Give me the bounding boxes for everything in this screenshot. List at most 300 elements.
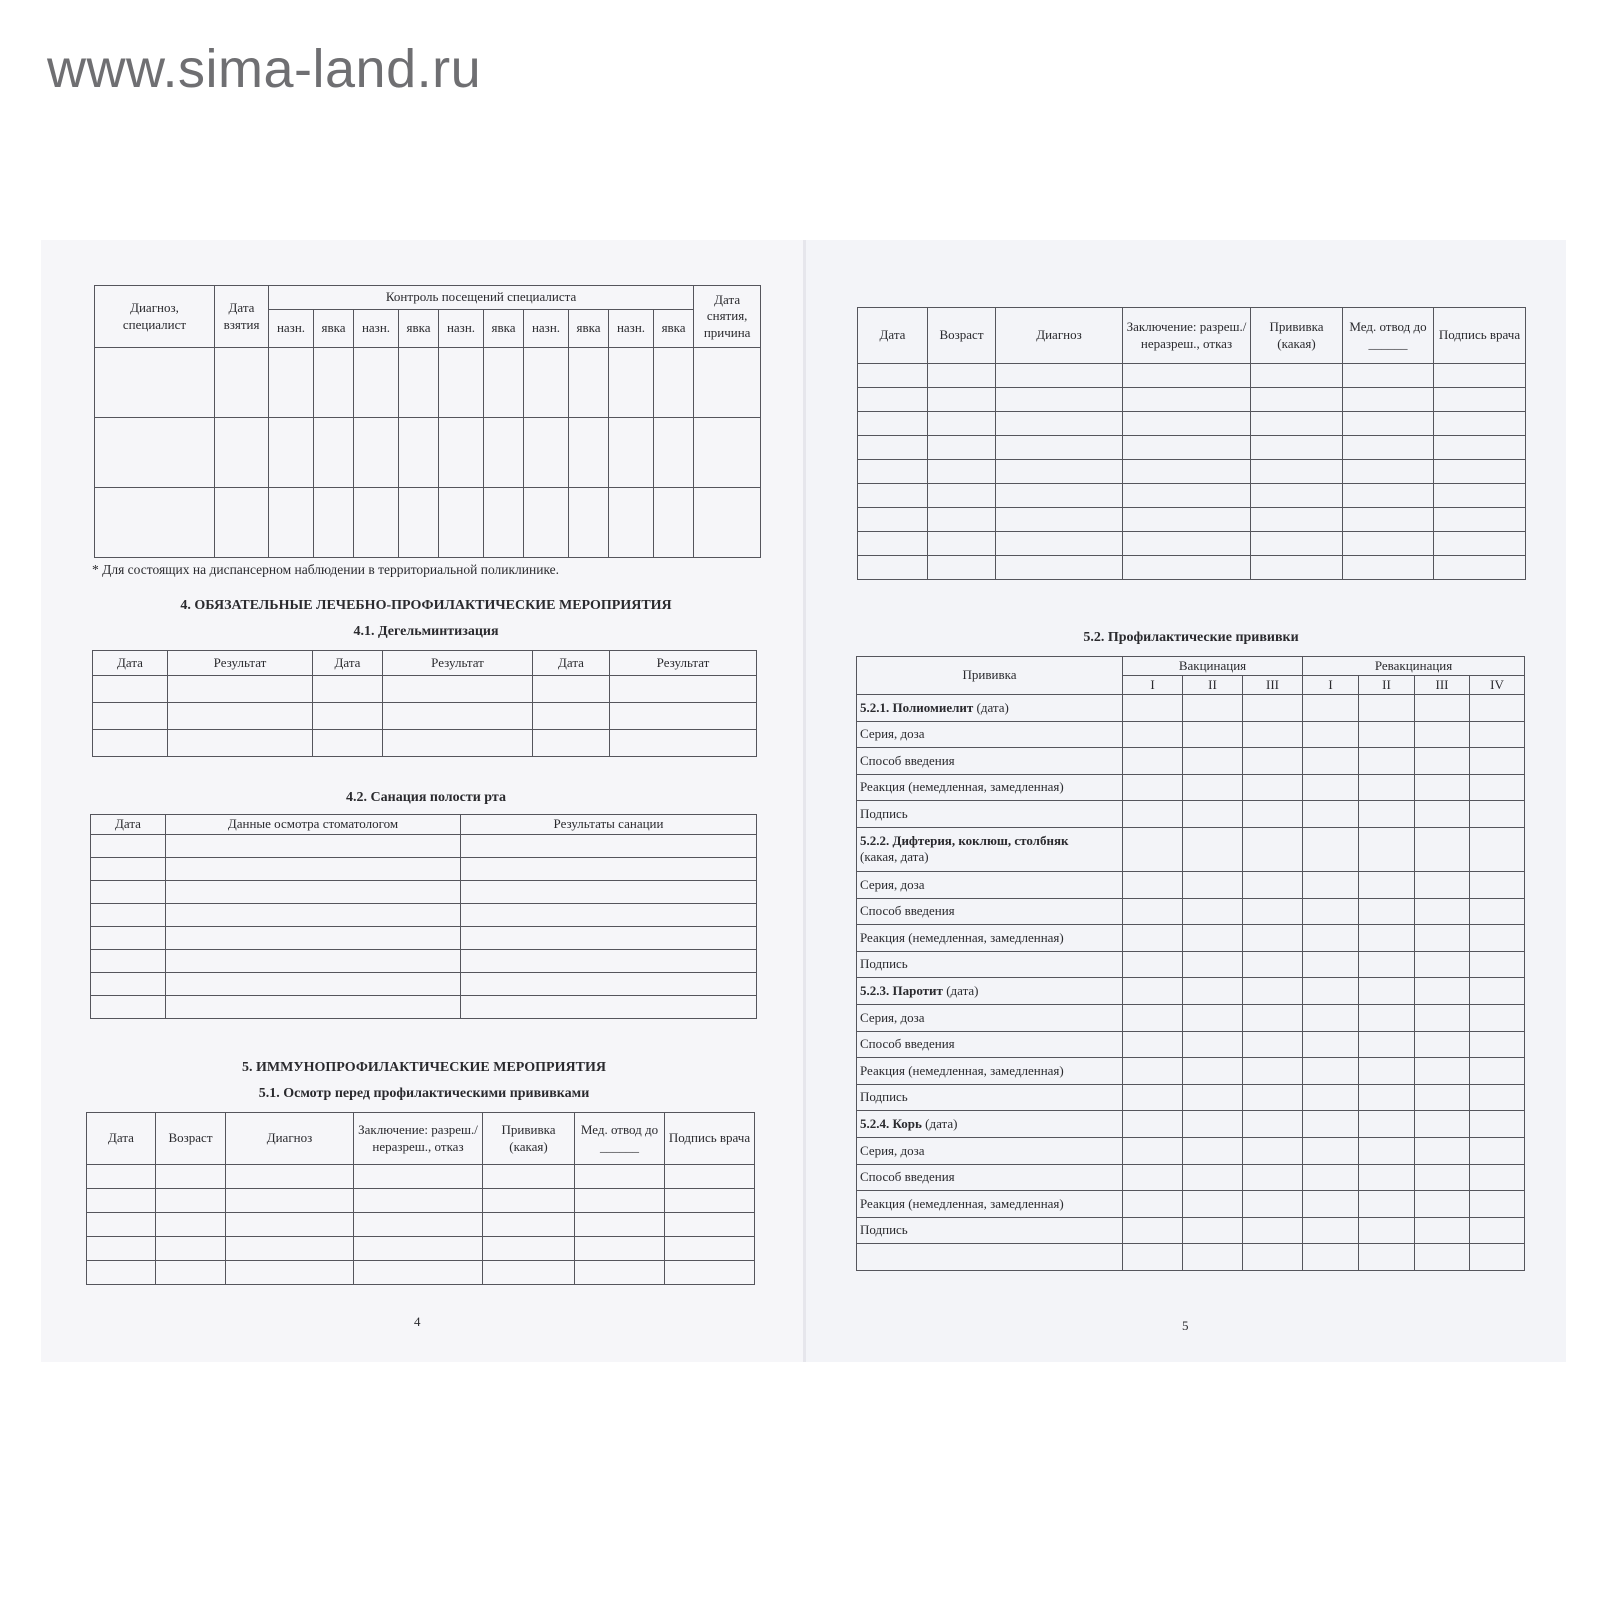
vaccination-cell [1470,827,1525,871]
stage-header: III [1243,676,1303,695]
vaccination-cell [1359,871,1415,898]
vaccine-name: 5.2.4. Корь [860,1115,922,1131]
vaccination-row-label [857,721,1123,748]
table-row [95,488,761,558]
vaccination-cell [1359,721,1415,748]
date-header: Дата [91,815,166,835]
vaccination-row [857,925,1525,952]
vaccination-cell [1359,1164,1415,1191]
vaccination-row-label [857,827,1123,871]
vaccination-cell [1303,774,1359,801]
page-fold [803,240,806,1362]
date-header: Дата [858,308,928,364]
table-row [93,676,757,703]
vaccination-cell [1243,695,1303,722]
vaccination-cell [1470,801,1525,828]
row-text: Реакция (немедленная, замедленная) [860,779,1064,795]
oral-sanation-table [90,814,757,1019]
vaccination-cell [1303,721,1359,748]
vaccination-cell [1303,1111,1359,1138]
vaccination-cell [1303,1244,1359,1271]
vaccination-cell [1303,1191,1359,1218]
dentist-exam-header: Данные осмотра стоматологом [166,815,461,835]
row-text: Подпись [860,1089,908,1105]
vaccination-row-label [857,1137,1123,1164]
stage-header: II [1183,676,1243,695]
vaccination-cell [1415,1191,1470,1218]
row-text: Способ введения [860,1169,955,1185]
vaccination-cell [1183,951,1243,978]
vaccination-cell [1470,1084,1525,1111]
table-row [93,730,757,757]
vaccination-cell [1303,827,1359,871]
vaccination-cell [1183,774,1243,801]
vaccination-row-label [857,1164,1123,1191]
vaccination-row-label [857,898,1123,925]
vaccination-cell [1415,827,1470,871]
vaccination-cell [1415,1137,1470,1164]
vaccination-cell [1303,1031,1359,1058]
date-header: Дата [313,651,383,676]
vaccination-cell [1359,1058,1415,1085]
vaccination-cell [1470,1137,1525,1164]
vaccination-cell [1123,898,1183,925]
removal-date-header: Дата снятия, причина [694,286,761,348]
vaccination-cell [1243,1111,1303,1138]
vaccination-row [857,1031,1525,1058]
vaccination-cell [1359,1111,1415,1138]
medical-exemption-header: Мед. отвод до ______ [575,1113,665,1165]
vaccination-cell [1359,978,1415,1005]
stage-header: I [1303,676,1359,695]
vaccination-cell [1359,1244,1415,1271]
vaccination-row [857,774,1525,801]
vaccination-cell [1243,1217,1303,1244]
vaccination-cell [1303,951,1359,978]
vaccination-cell [1415,925,1470,952]
date-header: Дата [533,651,610,676]
vaccination-cell [1359,1031,1415,1058]
row-text: (дата) [973,699,1009,715]
table-row [91,950,757,973]
vaccination-cell [1415,801,1470,828]
vaccination-cell [1183,827,1243,871]
vaccination-cell [1123,1031,1183,1058]
vaccine-column-header: Прививка [857,657,1123,695]
vaccination-cell [1470,871,1525,898]
vaccination-cell [1470,951,1525,978]
vaccination-row [857,1111,1525,1138]
vaccination-cell [1415,978,1470,1005]
vaccination-cell [1303,801,1359,828]
vaccination-cell [1243,774,1303,801]
vaccination-cell [1183,1137,1243,1164]
vaccination-cell [1123,951,1183,978]
vaccination-row-label [857,774,1123,801]
date-header: Дата [93,651,168,676]
vaccination-row [857,695,1525,722]
vaccination-cell [1243,898,1303,925]
stage-header: I [1123,676,1183,695]
vaccination-cell [1303,695,1359,722]
vaccination-cell [1183,1058,1243,1085]
table-row [858,532,1526,556]
table-row [87,1165,755,1189]
table-row [91,973,757,996]
vaccination-row [857,1004,1525,1031]
section-5-1-title: 5.1. Осмотр перед профилактическими прививками [258,1086,590,1101]
doctor-signature-header: Подпись врача [1434,308,1526,364]
vaccination-cell [1183,1191,1243,1218]
vaccination-cell [1359,748,1415,775]
row-text: Подпись [860,956,908,972]
vaccination-cell [1183,1084,1243,1111]
vaccination-cell [1123,695,1183,722]
row-text: Подпись [860,1222,908,1238]
vaccination-cell [1359,1191,1415,1218]
pre-vaccination-exam-table [86,1112,755,1285]
vaccination-cell [1470,1217,1525,1244]
table-row [91,835,757,858]
result-header: Результат [168,651,313,676]
row-text: Способ введения [860,752,955,768]
vaccination-cell [1415,1111,1470,1138]
stage-header: III [1415,676,1470,695]
row-text: Подпись [860,806,908,822]
section-5-title: 5. ИММУНОПРОФИЛАКТИЧЕСКИЕ МЕРОПРИЯТИЯ [242,1060,606,1075]
vaccination-cell [1243,925,1303,952]
vaccination-cell [1303,1004,1359,1031]
vaccination-cell [1303,1217,1359,1244]
table-row [858,388,1526,412]
vaccination-row [857,1058,1525,1085]
vaccination-row-label [857,1217,1123,1244]
vaccination-cell [1183,1004,1243,1031]
row-text: Реакция (немедленная, замедленная) [860,1062,1064,1078]
vaccination-cell [1243,978,1303,1005]
table-row [91,904,757,927]
stage-header: IV [1470,676,1525,695]
row-text: Серия, доза [860,1009,925,1025]
vaccination-cell [1303,1137,1359,1164]
vaccination-cell [1359,1137,1415,1164]
row-text: Способ введения [860,903,955,919]
vaccination-cell [1243,748,1303,775]
table-row [858,364,1526,388]
vaccination-row-label [857,978,1123,1005]
vaccination-cell [1183,925,1243,952]
row-text: (дата) [942,983,979,999]
vaccination-row-label [857,1004,1123,1031]
vaccination-cell [1123,1084,1183,1111]
vaccine-name: 5.2.3. Паротит [860,983,943,999]
vaccination-cell [1359,1217,1415,1244]
vaccination-cell [1303,1058,1359,1085]
vaccination-cell [1415,871,1470,898]
attendance-header: явка [569,310,609,348]
vaccination-cell [1470,721,1525,748]
vaccination-cell [1303,978,1359,1005]
vaccination-cell [1123,774,1183,801]
page-number-left: 4 [414,1314,421,1329]
vaccination-row [857,1137,1525,1164]
vaccination-cell [1470,1031,1525,1058]
vaccination-row-label [857,951,1123,978]
row-text: Серия, доза [860,1142,925,1158]
date-taken-header: Дата взятия [215,286,269,348]
vaccination-row [857,951,1525,978]
date-header: Дата [87,1113,156,1165]
specialist-control-table [94,285,761,558]
vaccination-cell [1470,898,1525,925]
result-header: Результат [383,651,533,676]
medical-exemption-header: Мед. отвод до ______ [1343,308,1434,364]
visit-control-header: Контроль посещений специалиста [269,286,694,310]
vaccination-cell [1123,748,1183,775]
vaccination-cell [1359,774,1415,801]
vaccination-cell [1415,695,1470,722]
vaccination-cell [1359,695,1415,722]
diagnosis-header: Диагноз [226,1113,354,1165]
vaccination-cell [1243,1058,1303,1085]
vaccination-cell [1123,871,1183,898]
vaccination-row [857,721,1525,748]
row-text: (дата) [921,1115,958,1131]
vaccination-cell [1123,827,1183,871]
vaccination-row [857,978,1525,1005]
vaccination-cell [1123,1137,1183,1164]
vaccination-cell [1303,1084,1359,1111]
site-watermark: www.sima-land.ru [47,39,482,99]
table-row [95,418,761,488]
row-text: Способ введения [860,1036,955,1052]
vaccination-cell [1243,721,1303,748]
vaccination-cell [1123,1191,1183,1218]
vaccination-cell [1183,1164,1243,1191]
vaccination-row-label [857,695,1123,722]
table-row [87,1261,755,1285]
doctor-signature-header: Подпись врача [665,1113,755,1165]
vaccination-row-label [857,925,1123,952]
vaccination-cell [1303,1164,1359,1191]
vaccination-cell [1123,1244,1183,1271]
vaccination-cell [1183,721,1243,748]
vaccination-cell [1183,978,1243,1005]
vaccination-cell [1123,1164,1183,1191]
vaccination-cell [1359,1084,1415,1111]
section-4-title: 4. ОБЯЗАТЕЛЬНЫЕ ЛЕЧЕБНО-ПРОФИЛАКТИЧЕСКИЕ МЕРОПРИЯТИЯ [180,598,672,613]
vaccination-row [857,801,1525,828]
vaccination-row-label [857,1244,1123,1271]
table-row [87,1189,755,1213]
vaccination-cell [1415,721,1470,748]
vaccine-header: Прививка (какая) [483,1113,575,1165]
vaccination-cell [1415,951,1470,978]
table-row [91,858,757,881]
section-5-2-title: 5.2. Профилактические прививки [1083,630,1299,645]
vaccine-name: 5.2.2. Дифтерия, коклюш, столбняк [860,833,1069,849]
vaccination-row [857,1191,1525,1218]
stage-header: II [1359,676,1415,695]
vaccination-cell [1415,1217,1470,1244]
vaccination-cell [1415,1084,1470,1111]
vaccination-cell [1415,898,1470,925]
vaccination-cell [1243,1031,1303,1058]
table-row [91,996,757,1019]
vaccination-cell [1243,951,1303,978]
vaccination-header: Вакцинация [1123,657,1303,676]
vaccination-cell [1243,1004,1303,1031]
vaccination-cell [1359,1004,1415,1031]
vaccination-cell [1183,1244,1243,1271]
vaccination-cell [1243,1191,1303,1218]
row-text: (какая, дата) [860,849,929,865]
vaccination-cell [1415,1058,1470,1085]
vaccination-cell [1243,1137,1303,1164]
table-row [858,484,1526,508]
vaccination-cell [1123,925,1183,952]
vaccination-cell [1359,801,1415,828]
vaccination-cell [1359,951,1415,978]
conclusion-header: Заключение: разреш./неразреш., отказ [354,1113,483,1165]
table-row [858,508,1526,532]
vaccination-cell [1243,871,1303,898]
vaccination-row [857,827,1525,871]
vaccine-header: Прививка (какая) [1251,308,1343,364]
section-4-1-title: 4.1. Дегельминтизация [353,624,499,639]
row-text: Серия, доза [860,876,925,892]
vaccination-cell [1415,1031,1470,1058]
row-text: Серия, доза [860,726,925,742]
vaccination-row [857,748,1525,775]
vaccination-cell [1470,925,1525,952]
attendance-header: явка [399,310,439,348]
preventive-vaccinations-table [856,656,1525,1271]
vaccination-cell [1415,1244,1470,1271]
vaccination-cell [1470,695,1525,722]
vaccination-cell [1123,1004,1183,1031]
vaccination-cell [1183,1031,1243,1058]
footnote: * Для состоящих на диспансерном наблюдении в территориальной поликлинике. [92,562,560,577]
vaccination-cell [1123,978,1183,1005]
table-row [858,460,1526,484]
attendance-header: явка [314,310,354,348]
vaccination-cell [1470,1164,1525,1191]
vaccination-cell [1123,721,1183,748]
table-row [93,703,757,730]
vaccination-cell [1183,1111,1243,1138]
table-row [858,412,1526,436]
vaccination-cell [1243,1164,1303,1191]
vaccination-row-label [857,871,1123,898]
vaccination-row [857,1244,1525,1271]
vaccination-cell [1183,801,1243,828]
vaccination-row-label [857,1031,1123,1058]
vaccination-cell [1303,871,1359,898]
vaccination-cell [1359,925,1415,952]
vaccination-cell [1303,925,1359,952]
pre-vaccination-exam-table-continued [857,307,1526,580]
assigned-header: назн. [524,310,569,348]
vaccination-cell [1123,801,1183,828]
table-row [87,1237,755,1261]
vaccination-cell [1470,1244,1525,1271]
vaccination-cell [1359,827,1415,871]
vaccination-row [857,871,1525,898]
vaccination-row-label [857,1111,1123,1138]
vaccination-row-label [857,748,1123,775]
vaccination-cell [1415,748,1470,775]
vaccination-cell [1183,1217,1243,1244]
vaccination-row-label [857,1058,1123,1085]
assigned-header: назн. [609,310,654,348]
revaccination-header: Ревакцинация [1303,657,1525,676]
assigned-header: назн. [354,310,399,348]
assigned-header: назн. [439,310,484,348]
vaccination-cell [1415,774,1470,801]
vaccination-cell [1123,1111,1183,1138]
vaccination-cell [1243,827,1303,871]
diagnosis-header: Диагноз [996,308,1123,364]
vaccination-cell [1243,1244,1303,1271]
vaccination-cell [1183,748,1243,775]
assigned-header: назн. [269,310,314,348]
sanation-results-header: Результаты санации [461,815,757,835]
vaccination-cell [1123,1058,1183,1085]
table-row [858,436,1526,460]
vaccination-cell [1359,898,1415,925]
vaccination-row [857,1084,1525,1111]
vaccination-cell [1183,871,1243,898]
deworming-table [92,650,757,757]
vaccination-cell [1470,1004,1525,1031]
vaccination-cell [1470,774,1525,801]
section-4-2-title: 4.2. Санация полости рта [346,790,506,805]
vaccine-name: 5.2.1. Полиомиелит [860,699,974,715]
vaccination-cell [1243,801,1303,828]
vaccination-row [857,898,1525,925]
vaccination-cell [1183,898,1243,925]
attendance-header: явка [484,310,524,348]
vaccination-row-label [857,801,1123,828]
vaccination-cell [1123,1217,1183,1244]
table-row [87,1213,755,1237]
vaccination-cell [1303,898,1359,925]
vaccination-cell [1470,1058,1525,1085]
vaccination-cell [1470,1191,1525,1218]
table-row [858,556,1526,580]
row-text: Реакция (немедленная, замедленная) [860,929,1064,945]
age-header: Возраст [928,308,996,364]
row-text: Реакция (немедленная, замедленная) [860,1195,1064,1211]
vaccination-cell [1243,1084,1303,1111]
vaccination-cell [1470,978,1525,1005]
age-header: Возраст [156,1113,226,1165]
vaccination-cell [1303,748,1359,775]
attendance-header: явка [654,310,694,348]
vaccination-row-label [857,1084,1123,1111]
vaccination-cell [1415,1164,1470,1191]
table-row [95,348,761,418]
vaccination-cell [1415,1004,1470,1031]
table-row [91,881,757,904]
vaccination-row [857,1217,1525,1244]
page-number-right: 5 [1182,1318,1189,1333]
vaccination-row-label [857,1191,1123,1218]
vaccination-cell [1183,695,1243,722]
conclusion-header: Заключение: разреш./неразреш., отказ [1123,308,1251,364]
vaccination-cell [1470,748,1525,775]
